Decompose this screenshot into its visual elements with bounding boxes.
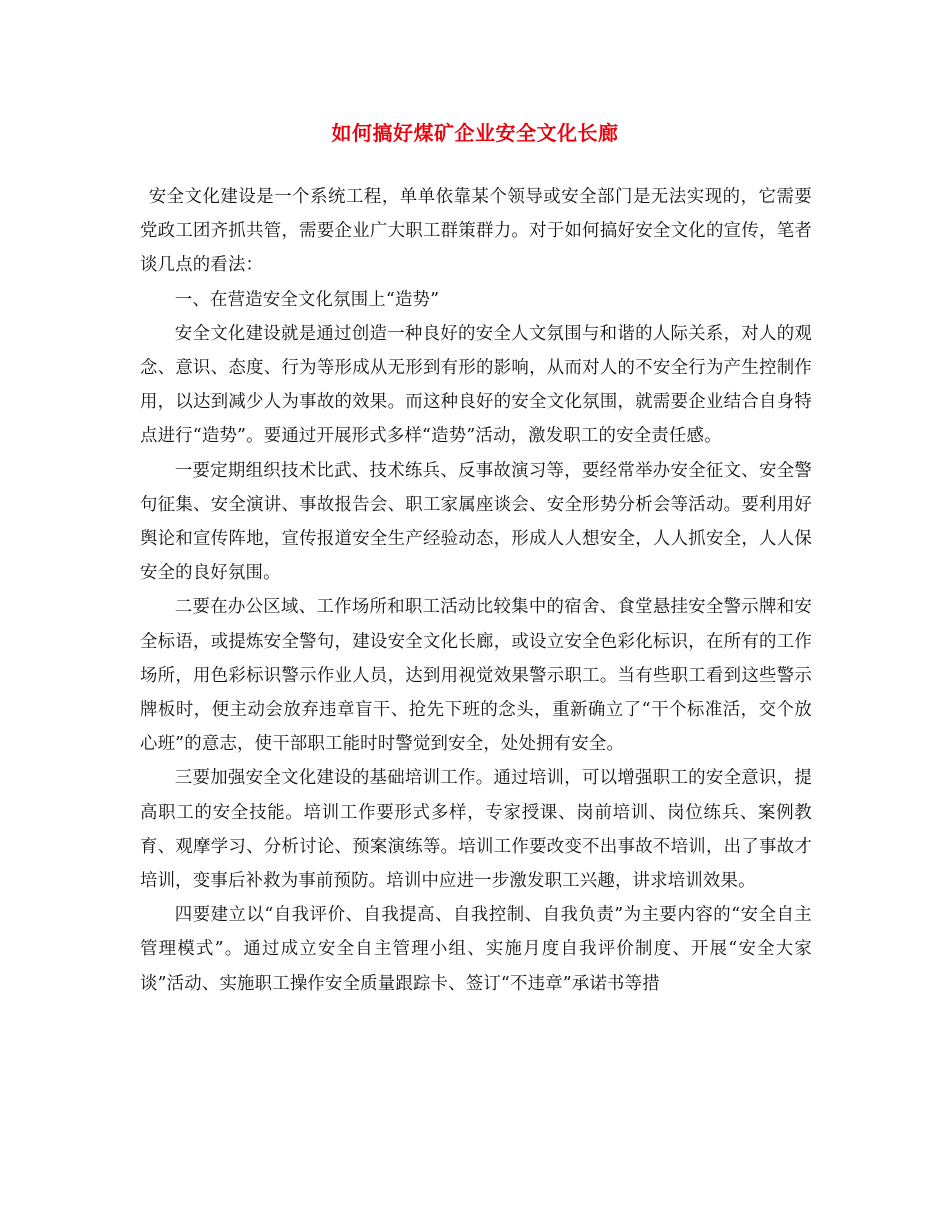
paragraph-4: 三要加强安全文化建设的基础培训工作。通过培训，可以增强职工的安全意识，提高职工的安全技能。培训工作要形式多样，专家授课、岗前培训、岗位练兵、案例教育、观摩学习、分析讨论、预案演练等。培训工作要改变不出事故不培训，出了事故才培训，变事后补救为事前预防。培训中应进一步激发职工兴趣，讲求培训效果。 — [140, 768, 812, 892]
paragraph-3: 二要在办公区域、工作场所和职工活动比较集中的宿舍、食堂悬挂安全警示牌和安全标语，或提炼安全警句，建设安全文化长廊，或设立安全色彩化标识，在所有的工作场所，用色彩标识警示作业人员，达到用视觉效果警示职工。当有些职工看到这些警示牌板时，便主动会放弃违章盲干、抢先下班的念头，重新确立了“干个标准活，交个放心班”的意志，使干部职工能时时警觉到安全，处处拥有安全。 — [140, 597, 812, 755]
document-title: 如何搞好煤矿企业安全文化长廊 — [331, 121, 619, 145]
section-heading-1: 一、在营造安全文化氛围上“造势” — [174, 289, 440, 310]
paragraph-1: 安全文化建设就是通过创造一种良好的安全人文氛围与和谐的人际关系，对人的观念、意识、态度、行为等形成从无形到有形的影响，从而对人的不安全行为产生控制作用，以达到减少人为事故的效果。而这种良好的安全文化氛围，就需要企业结合自身特点进行“造势”。要通过开展形式多样“造势”活动，激发职工的安全责任感。 — [140, 323, 812, 447]
paragraph-2: 一要定期组织技术比武、技术练兵、反事故演习等，要经常举办安全征文、安全警句征集、安全演讲、事故报告会、职工家属座谈会、安全形势分析会等活动。要利用好舆论和宣传阵地，宣传报道安全生产经验动态，形成人人想安全，人人抓安全，人人保安全的良好氛围。 — [140, 460, 812, 584]
paragraph-intro: 安全文化建设是一个系统工程，单单依靠某个领导或安全部门是无法实现的，它需要党政工团齐抓共管，需要企业广大职工群策群力。对于如何搞好安全文化的宣传，笔者谈几点的看法： — [140, 187, 812, 276]
document-body — [140, 180, 812, 1001]
paragraph-5: 四要建立以“自我评价、自我提高、自我控制、自我负责”为主要内容的“安全自主管理模式”。通过成立安全自主管理小组、实施月度自我评价制度、开展“安全大家谈”活动、实施职工操作安全质量跟踪卡、签订“不违章”承诺书等措 — [140, 905, 812, 994]
